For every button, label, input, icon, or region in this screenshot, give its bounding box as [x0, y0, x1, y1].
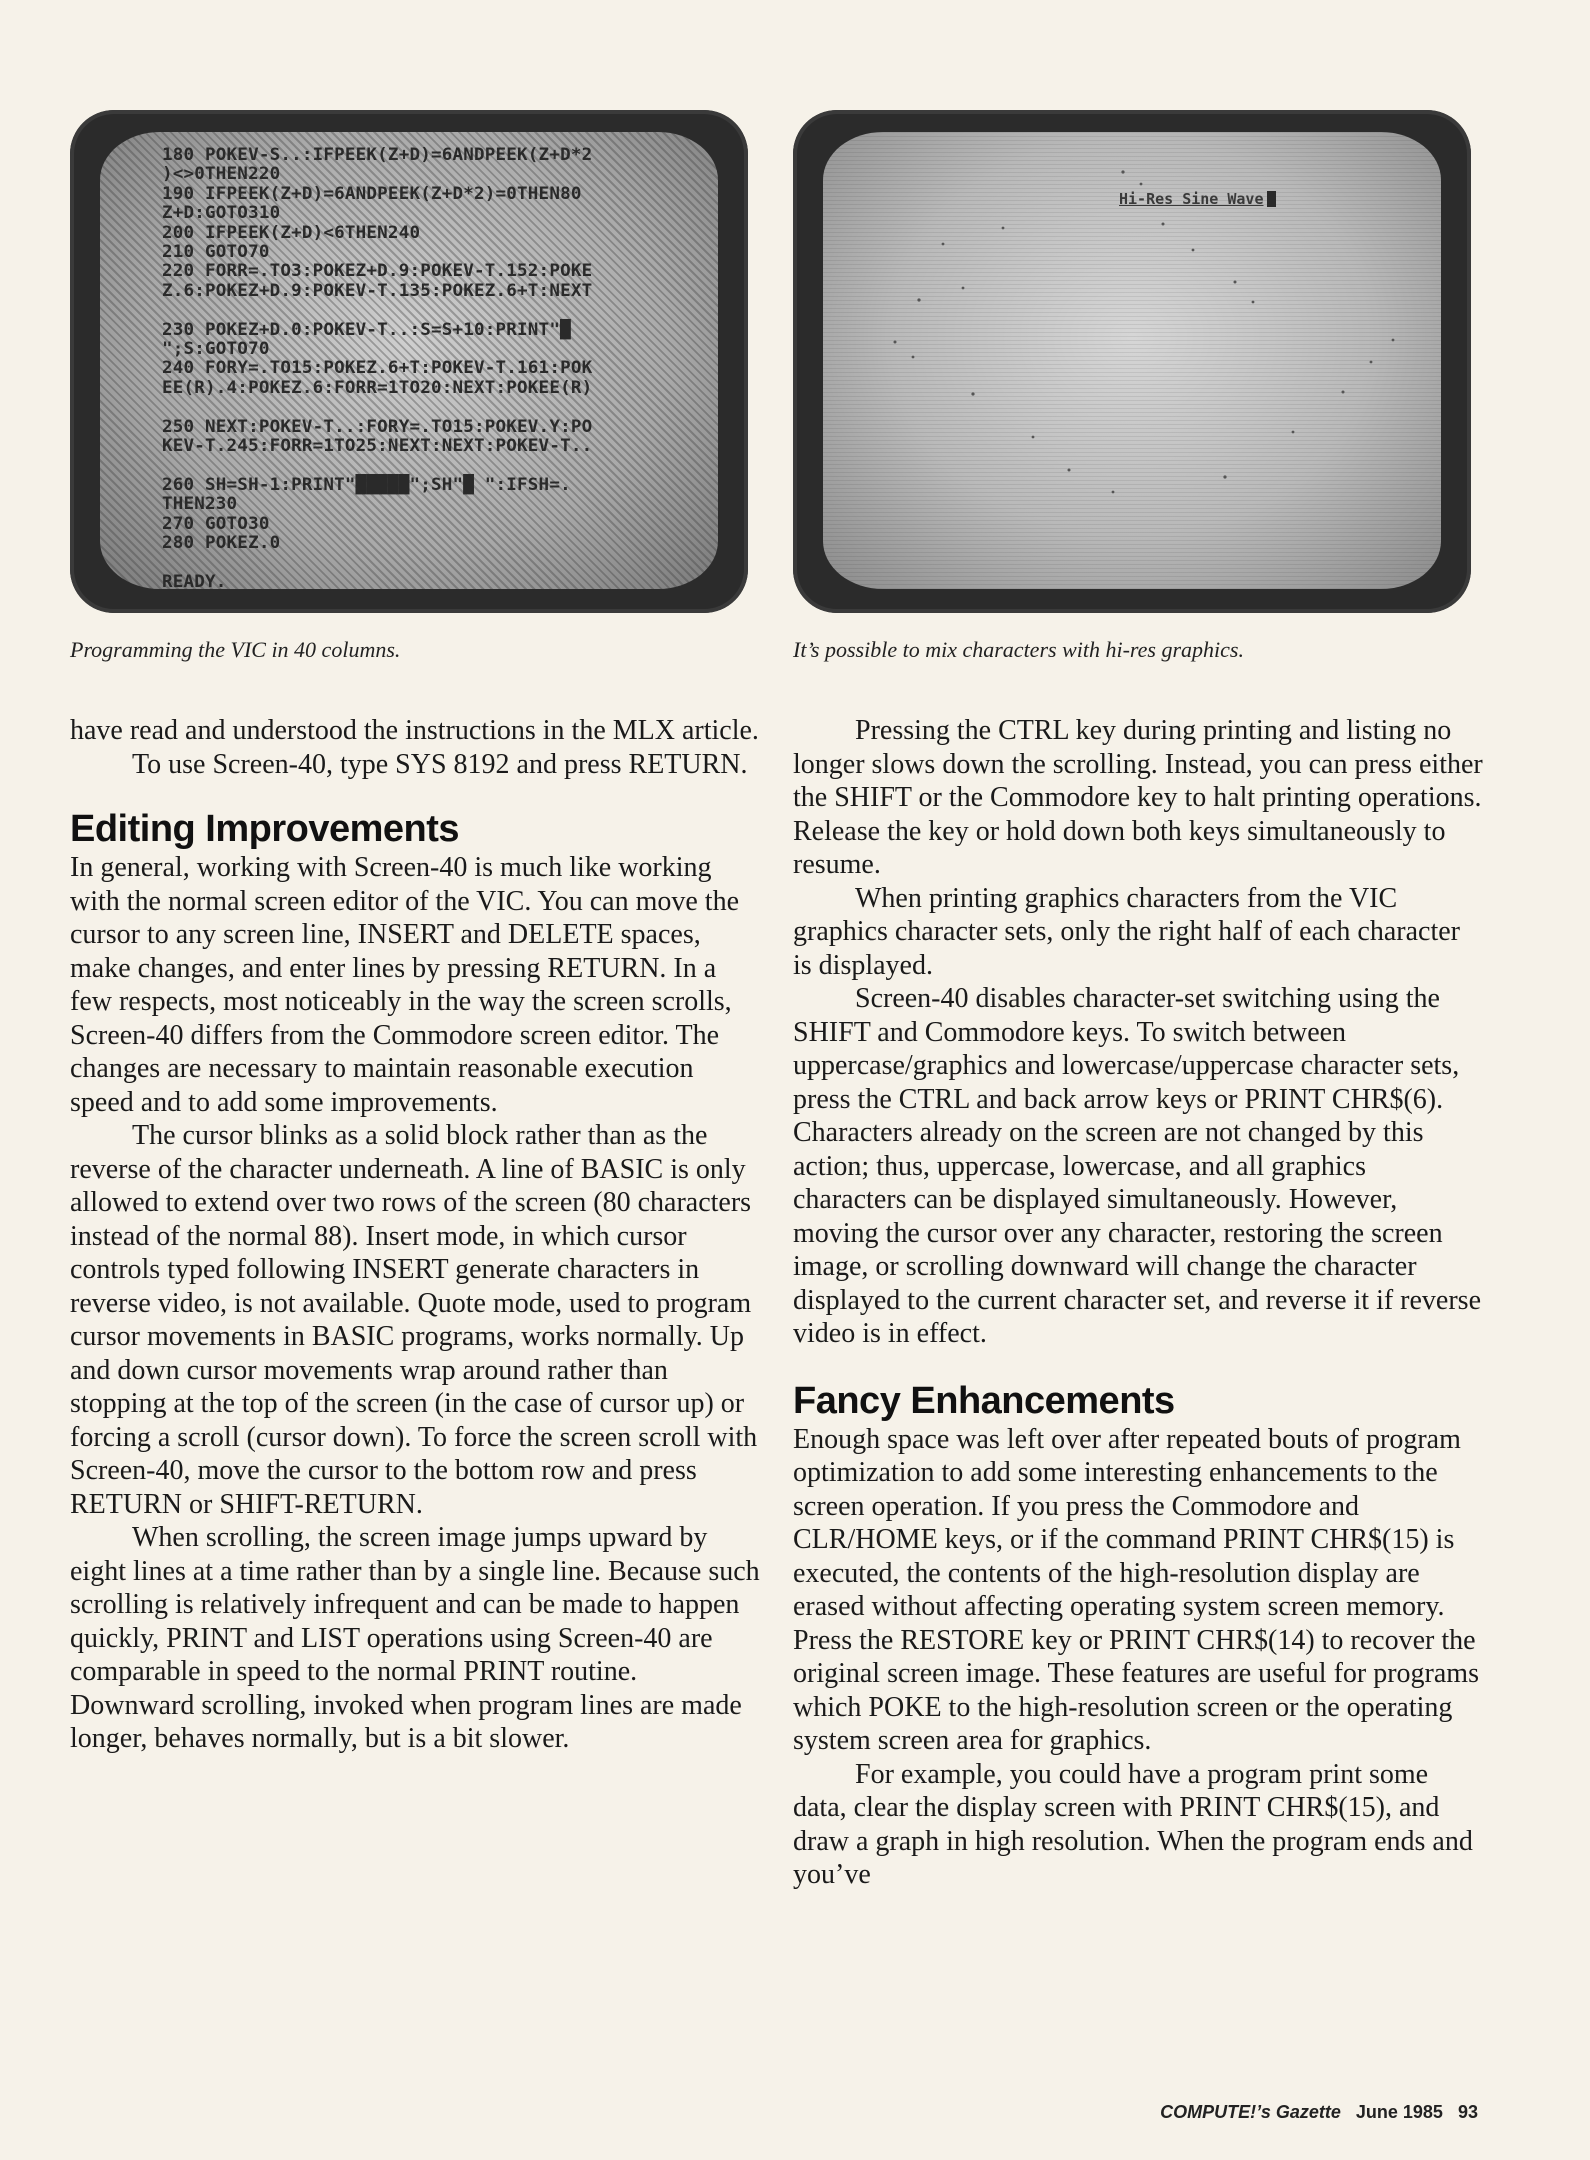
page-footer	[1160, 2102, 1478, 2123]
footer-magazine-name: COMPUTE!’s Gazette	[1160, 2102, 1341, 2122]
left-text-column	[70, 714, 760, 1756]
right-text-column	[793, 714, 1483, 1892]
left-paragraph-1: have read and understood the instructions in the MLX article.	[70, 715, 759, 746]
right-figure-caption: It’s possible to mix characters with hi-res graphics.	[793, 637, 1244, 662]
code-line: Z+D:GOTO310	[162, 203, 281, 224]
section-heading-fancy-enhancements: Fancy Enhancements	[793, 1379, 1175, 1422]
right-paragraph-3: Screen-40 disables character-set switching using the SHIFT and Commodore keys. To switch between uppercase/graphics and lowercase/uppercase character sets, press the CTRL and back arrow keys or PRINT CHR$(6). Characters already on the screen are not changed by this action; thus, uppercase, lowercase, and all graphics characters can be displayed simultaneously. However, moving the cursor over any character, restoring the screen image, or scrolling downward will change the character displayed to the current character set, and reverse it if reverse video is in effect.	[793, 983, 1481, 1349]
section-heading-editing-improvements: Editing Improvements	[70, 808, 460, 850]
left-paragraph-2: To use Screen-40, type SYS 8192 and press RETURN.	[132, 748, 748, 780]
code-line: 190 IFPEEK(Z+D)=6ANDPEEK(Z+D*2)=0THEN80	[162, 183, 582, 204]
basic-code-listing	[162, 146, 715, 589]
code-line: 270 GOTO30	[162, 513, 270, 534]
code-line: 220 FORR=.TO3:POKEZ+D.9:POKEV-T.152:POKE	[162, 261, 593, 282]
code-line: EE(R).4:POKEZ.6:FORR=1TO20:NEXT:POKEE(R)	[162, 377, 593, 398]
left-paragraph-4: The cursor blinks as a solid block rather than as the reverse of the character underneath. A line of BASIC is only allowed to extend over two rows of the screen (80 characters instead of the normal 88). Insert mode, in which cursor controls typed following INSERT generate characters in reverse video, is not available. Quote mode, used to program cursor movements in BASIC programs, works normally. Up and down cursor movements wrap around rather than stopping at the top of the screen (in the case of cursor up) or forcing a scroll (cursor down). To force the screen scroll with Screen-40, move the cursor to the bottom row and press RETURN or SHIFT-RETURN.	[70, 1120, 758, 1520]
left-monitor-photo	[70, 110, 748, 613]
code-line: 280 POKEZ.0	[162, 533, 281, 554]
code-line: 230 POKEZ+D.0:POKEV-T..:S=S+10:PRINT"█	[162, 319, 571, 340]
code-line: )<>0THEN220	[162, 164, 281, 185]
right-monitor-photo	[793, 110, 1471, 613]
footer-page-number: 93	[1457, 2102, 1478, 2122]
left-paragraph-5: When scrolling, the screen image jumps upward by eight lines at a time rather than by a single line. Because such scrolling is relatively infrequent and can be made to happen quickly, PRINT and LIST operations using Screen-40 are comparable in speed to the normal PRINT routine. Downward scrolling, invoked when program lines are made longer, behaves normally, but is a bit slower.	[70, 1522, 760, 1754]
right-paragraph-4: Enough space was left over after repeated bouts of program optimization to add some interesting enhancements to the screen operation. If you press the Commodore and CLR/HOME keys, or if the command PRINT CHR$(15) is executed, the contents of the high-resolution display are erased without affecting operating system screen memory. Press the RESTORE key or PRINT CHR$(14) to recover the original screen image. These features are useful for programs which POKE to the high-resolution screen or the operating system screen area for graphics.	[793, 1423, 1479, 1756]
code-line: KEV-T.245:FORR=1TO25:NEXT:NEXT:POKEV-T..	[162, 436, 593, 457]
left-paragraph-3: In general, working with Screen-40 is much like working with the normal screen editor of the VIC. You can move the cursor to any screen line, INSERT and DELETE spaces, make changes, and enter lines by pressing RETURN. In a few respects, most noticeably in the way the screen scrolls, Screen-40 differs from the Commodore screen editor. The changes are necessary to maintain reasonable execution speed and to add some improvements.	[70, 852, 740, 1118]
code-line: 200 IFPEEK(Z+D)<6THEN240	[162, 222, 421, 243]
right-monitor-screen	[823, 132, 1441, 589]
code-line	[162, 398, 715, 417]
code-line: ";S:GOTO70	[162, 339, 270, 360]
code-line: 210 GOTO70	[162, 242, 270, 263]
code-line: THEN230	[162, 494, 238, 515]
code-line: 260 SH=SH-1:PRINT"█████";SH"█ ":IFSH=.	[162, 474, 571, 495]
left-monitor-screen	[100, 132, 718, 589]
code-line	[162, 554, 715, 573]
code-line: 180 POKEV-S..:IFPEEK(Z+D)=6ANDPEEK(Z+D*2	[162, 145, 593, 165]
right-paragraph-2: When printing graphics characters from the VIC graphics character sets, only the right half of each character is displayed.	[793, 882, 1460, 981]
code-line	[162, 301, 715, 320]
hires-screen-text: Hi-Res Sine Wave	[1119, 190, 1264, 208]
right-paragraph-5: For example, you could have a program print some data, clear the display screen with PRINT CHR$(15), and draw a graph in high resolution. When the program ends and you’ve	[793, 1758, 1473, 1890]
hires-screen-title	[1119, 190, 1276, 208]
code-line: 250 NEXT:POKEV-T..:FORY=.TO15:POKEV.Y:PO	[162, 416, 593, 437]
right-paragraph-1: Pressing the CTRL key during printing and listing no longer slows down the scrolling. Instead, you can press either the SHIFT or the Commodore key to halt printing operations. Release the key or hold down both keys simultaneously to resume.	[793, 715, 1483, 880]
left-figure-caption: Programming the VIC in 40 columns.	[70, 637, 401, 662]
code-line: READY.	[162, 571, 227, 589]
code-line	[162, 457, 715, 476]
code-line: Z.6:POKEZ+D.9:POKEV-T.135:POKEZ.6+T:NEXT	[162, 280, 593, 301]
footer-issue-date: June 1985	[1355, 2102, 1443, 2122]
cursor-block-icon	[1267, 191, 1276, 207]
code-line: 240 FORY=.TO15:POKEZ.6+T:POKEV-T.161:POK	[162, 358, 593, 379]
